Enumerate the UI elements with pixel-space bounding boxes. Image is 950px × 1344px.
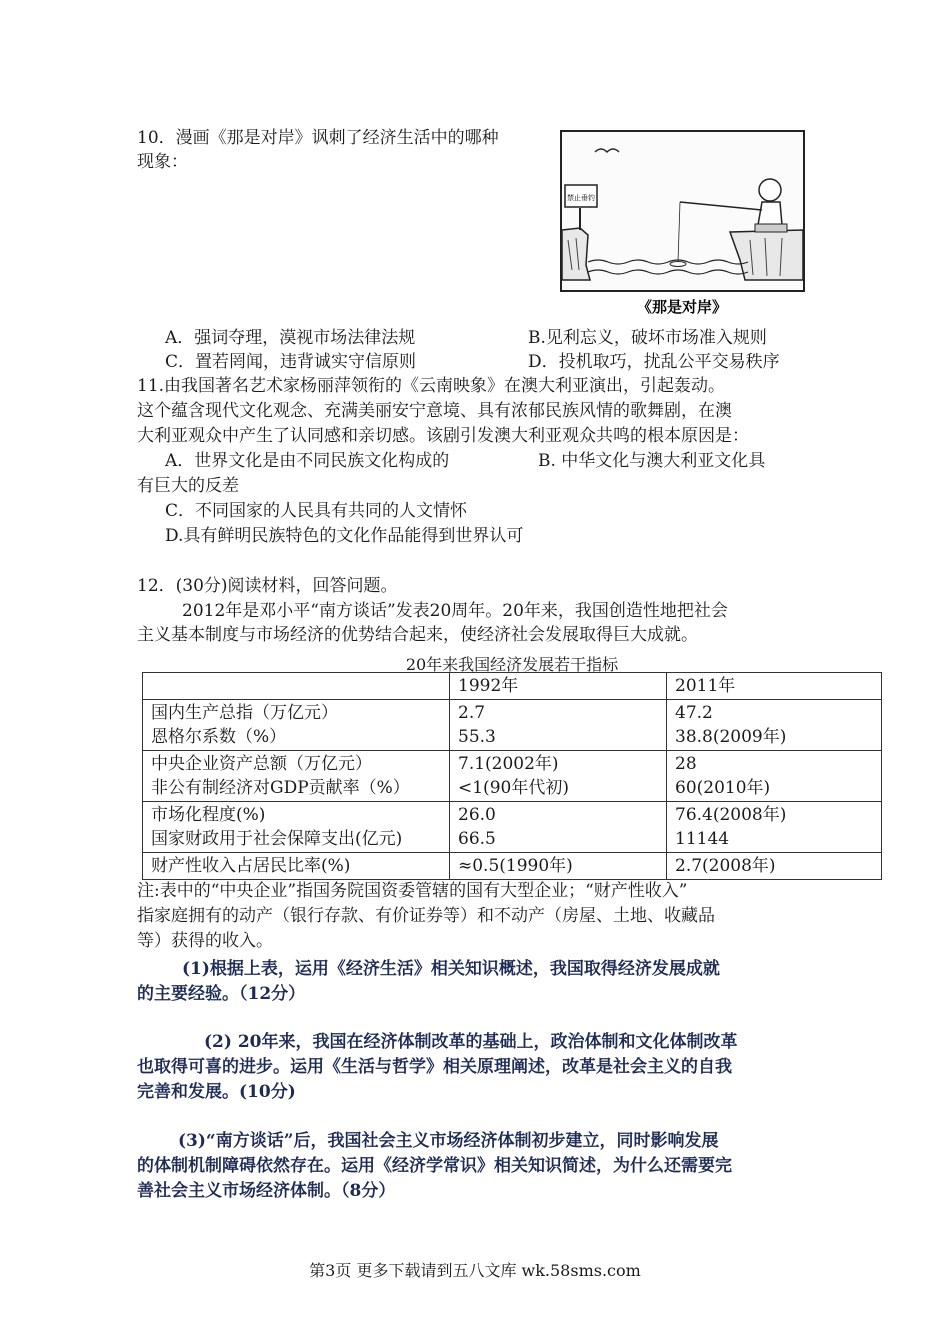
q10-stem-line1: 10．漫画《那是对岸》讽刺了经济生活中的哪种 [137, 128, 499, 148]
value-2011: 60(2010年) [675, 778, 771, 798]
value-1992: 55.3 [458, 727, 496, 747]
indicator-label: 中央企业资产总额（万亿元） [151, 754, 372, 774]
value-2011: 38.8(2009年) [675, 727, 787, 747]
table-note-line2: 指家庭拥有的动产（银行存款、有价证券等）和不动产（房屋、土地、收藏品 [137, 906, 715, 926]
subquestion-2-line1: (2) 20年来，我国在经济体制改革的基础上，政治体制和文化体制改革 [204, 1032, 738, 1052]
table-row [143, 751, 882, 802]
q10-option-b: B.见利忘义，破坏市场准入规则 [528, 328, 767, 348]
subquestion-3-line3: 善社会主义市场经济体制。（8分） [137, 1181, 396, 1201]
table-cell [143, 700, 450, 751]
indicators-table [142, 672, 882, 880]
table-header-cell: 1992年 [450, 673, 667, 700]
value-2011: 47.2 [675, 703, 713, 723]
q12-stem: 12．(30分)阅读材料，回答问题。 [137, 576, 398, 596]
q11-stem-line2: 这个蕴含现代文化观念、充满美丽安宁意境、具有浓郁民族风情的歌舞剧，在澳 [137, 401, 732, 421]
indicator-label: 市场化程度(%) [151, 805, 266, 825]
value-2011: 11144 [675, 829, 730, 849]
table-cell [450, 802, 667, 853]
q11-option-b-cont: 有巨大的反差 [137, 476, 239, 496]
table-row [143, 802, 882, 853]
table-row [143, 853, 882, 880]
subquestion-1-line2: 的主要经验。（12分） [137, 984, 306, 1004]
q10-option-a: A．强词夺理，漠视市场法律法规 [165, 328, 416, 348]
indicator-label: 国家财政用于社会保障支出(亿元) [151, 829, 403, 849]
table-cell [667, 700, 882, 751]
indicator-label: 恩格尔系数（%） [151, 727, 287, 747]
q12-intro-line2: 主义基本制度与市场经济的优势结合起来，使经济社会发展取得巨大成就。 [137, 625, 698, 645]
q10-option-c: C．置若罔闻，违背诚实守信原则 [165, 352, 417, 372]
table-cell [143, 802, 450, 853]
value-1992: <1(90年代初) [458, 778, 569, 798]
q11-option-b: B. 中华文化与澳大利亚文化具 [538, 451, 766, 471]
q11-option-d: D.具有鲜明民族特色的文化作品能得到世界认可 [165, 526, 524, 546]
q11-stem-line1: 11.由我国著名艺术家杨丽萍领衔的《云南映象》在澳大利亚演出，引起轰动。 [137, 376, 726, 396]
q11-option-a: A．世界文化是由不同民族文化构成的 [165, 451, 450, 471]
cartoon-caption: 《那是对岸》 [636, 298, 728, 316]
subquestion-2-line2: 也取得可喜的进步。运用《生活与哲学》相关原理阐述，改革是社会主义的自我 [137, 1057, 732, 1077]
value-1992: 26.0 [458, 805, 496, 825]
table-header-cell: 2011年 [667, 673, 882, 700]
table-header-cell [143, 673, 450, 700]
subquestion-1-line1: (1)根据上表，运用《经济生活》相关知识概述，我国取得经济发展成就 [182, 959, 720, 979]
q12-intro-line1: 2012年是邓小平“南方谈话”发表20周年。20年来，我国创造性地把社会 [182, 601, 728, 621]
subquestion-2-line3: 完善和发展。(10分) [137, 1082, 296, 1102]
table-cell [450, 751, 667, 802]
table-cell [667, 751, 882, 802]
table-row [143, 700, 882, 751]
q10-stem-line2: 现象： [137, 152, 188, 172]
value-1992: 2.7 [458, 703, 486, 723]
indicator-label: 国内生产总指（万亿元） [151, 703, 338, 723]
value-2011: 28 [675, 754, 697, 774]
table-title: 20年来我国经济发展若干指标 [405, 655, 619, 674]
q11-option-c: C．不同国家的人民具有共同的人文情怀 [165, 501, 468, 521]
value-1992: 7.1(2002年) [458, 754, 559, 774]
value-1992: ≈0.5(1990年) [450, 853, 667, 880]
cartoon-image [560, 130, 805, 320]
value-2011: 2.7(2008年) [667, 853, 882, 880]
table-note-line1: 注:表中的“中央企业”指国务院国资委管辖的国有大型企业；“财产性收入” [137, 881, 688, 901]
table-cell [450, 700, 667, 751]
value-1992: 66.5 [458, 829, 496, 849]
subquestion-3-line1: (3)“南方谈话”后，我国社会主义市场经济体制初步建立，同时影响发展 [178, 1131, 719, 1151]
q10-option-d: D．投机取巧，扰乱公平交易秩序 [528, 352, 780, 372]
subquestion-3-line2: 的体制机制障碍依然存在。运用《经济学常识》相关知识简述，为什么还需要完 [137, 1156, 732, 1176]
cartoon-sign: 禁止垂钓 [567, 194, 595, 202]
indicator-label: 非公有制经济对GDP贡献率（%） [151, 778, 410, 798]
page-footer: 第3页 更多下载请到五八文库 wk.58sms.com [309, 1261, 641, 1280]
table-cell [667, 802, 882, 853]
q11-stem-line3: 大利亚观众中产生了认同感和亲切感。该剧引发澳大利亚观众共鸣的根本原因是： [137, 426, 749, 446]
indicator-label: 财产性收入占居民比率(%) [143, 853, 450, 880]
value-2011: 76.4(2008年) [675, 805, 787, 825]
table-cell [143, 751, 450, 802]
table-note-line3: 等）获得的收入。 [137, 931, 273, 951]
table-header-row [143, 673, 882, 700]
